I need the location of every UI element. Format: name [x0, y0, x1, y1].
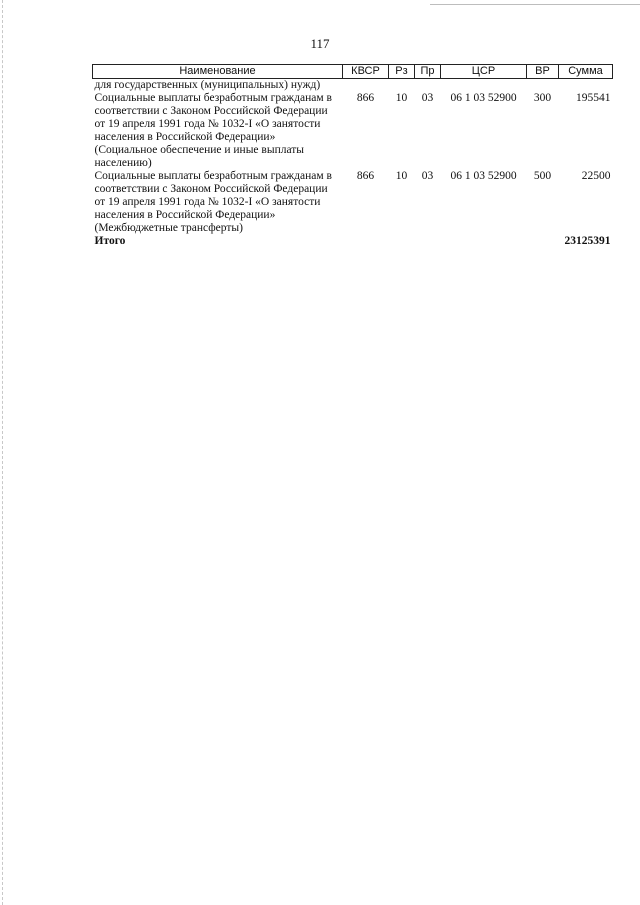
row-kvsr: 866: [356, 170, 375, 182]
header-pr: Пр: [415, 65, 441, 79]
scan-edge-top: [430, 4, 640, 5]
table-header-row: [93, 65, 613, 79]
table-row: [93, 92, 613, 170]
total-spacer: [343, 235, 559, 248]
table-row-continued: [93, 79, 613, 93]
table-row: [93, 170, 613, 235]
budget-table: [92, 64, 613, 248]
row-sum: 195541: [576, 92, 611, 104]
total-row: [93, 235, 613, 248]
row-kvsr: 866: [356, 92, 375, 104]
header-name: Наименование: [93, 65, 343, 79]
row-rz: 10: [395, 92, 408, 104]
header-sum: Сумма: [559, 65, 613, 79]
header-csr: ЦСР: [441, 65, 527, 79]
page-number: 117: [310, 36, 330, 51]
row-name: Социальные выплаты безработным гражданам в соответствии с Законом Российской Федерации от 19 апреля 1991 года № 1032-I «О занятости населения в Российской Федерации» (Социальное обеспечение и иные выплаты населению): [94, 92, 332, 169]
scan-edge-left: [2, 0, 3, 905]
row-vr: 300: [533, 92, 552, 104]
continued-name-text: для государственных (муниципальных) нужд): [94, 79, 321, 91]
header-vr: ВР: [527, 65, 559, 79]
total-sum: 23125391: [564, 235, 611, 247]
row-pr: 03: [421, 92, 434, 104]
header-rz: Рз: [389, 65, 415, 79]
row-vr: 500: [533, 170, 552, 182]
row-csr: 06 1 03 52900: [450, 92, 517, 104]
row-name: Социальные выплаты безработным гражданам в соответствии с Законом Российской Федерации от 19 апреля 1991 года № 1032-I «О занятости населения в Российской Федерации» (Межбюджетные трансферты): [94, 170, 332, 234]
total-label: Итого: [94, 235, 126, 247]
row-sum: 22500: [581, 170, 611, 182]
row-csr: 06 1 03 52900: [450, 170, 517, 182]
row-pr: 03: [421, 170, 434, 182]
row-rz: 10: [395, 170, 408, 182]
header-kvsr: КВСР: [343, 65, 389, 79]
